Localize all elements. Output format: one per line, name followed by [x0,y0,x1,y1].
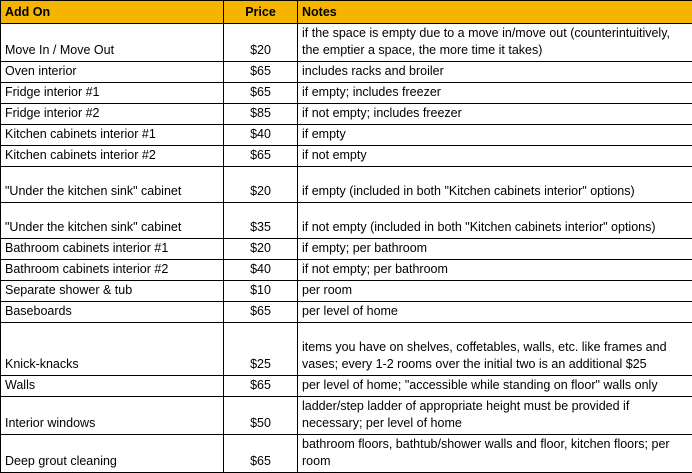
add-on-cell: Walls [1,376,224,397]
price-cell: $35 [224,203,298,239]
table-row [1,203,692,239]
table-row [1,397,692,435]
price-cell: $20 [224,239,298,260]
price-cell: $65 [224,435,298,473]
notes-cell: if empty; includes freezer [298,83,692,104]
column-header-notes: Notes [298,1,692,24]
price-cell: $40 [224,260,298,281]
notes-cell: items you have on shelves, coffetables, walls, etc. like frames and vases; every 1-2 rooms over the initial two is an additional $25 [298,323,692,376]
table-row [1,281,692,302]
price-cell: $85 [224,104,298,125]
add-on-cell: Separate shower & tub [1,281,224,302]
notes-cell: if not empty [298,146,692,167]
table-row [1,260,692,281]
add-on-cell: Bathroom cabinets interior #1 [1,239,224,260]
price-cell: $10 [224,281,298,302]
notes-cell: per level of home [298,302,692,323]
add-on-cell: Move In / Move Out [1,24,224,62]
table-row [1,376,692,397]
add-on-cell: Interior windows [1,397,224,435]
add-on-cell: "Under the kitchen sink" cabinet [1,203,224,239]
add-on-cell: Bathroom cabinets interior #2 [1,260,224,281]
header-row [1,1,692,24]
notes-cell: per room [298,281,692,302]
notes-cell: if empty (included in both "Kitchen cabinets interior" options) [298,167,692,203]
table-row [1,167,692,203]
notes-cell: includes racks and broiler [298,62,692,83]
price-cell: $65 [224,62,298,83]
table-row [1,24,692,62]
price-cell: $20 [224,167,298,203]
table-row [1,125,692,146]
table-row [1,302,692,323]
notes-cell: if not empty (included in both "Kitchen cabinets interior" options) [298,203,692,239]
table-row [1,104,692,125]
price-cell: $20 [224,24,298,62]
column-header-price: Price [224,1,298,24]
price-cell: $65 [224,302,298,323]
table-row [1,435,692,473]
add-on-cell: Kitchen cabinets interior #1 [1,125,224,146]
table-row [1,62,692,83]
notes-cell: if the space is empty due to a move in/move out (counterintuitively, the emptier a space, the more time it takes) [298,24,692,62]
notes-cell: if not empty; includes freezer [298,104,692,125]
notes-cell: bathroom floors, bathtub/shower walls and floor, kitchen floors; per room [298,435,692,473]
price-cell: $25 [224,323,298,376]
add-on-cell: Deep grout cleaning [1,435,224,473]
table-row [1,83,692,104]
price-cell: $40 [224,125,298,146]
notes-cell: if not empty; per bathroom [298,260,692,281]
add-on-cell: "Under the kitchen sink" cabinet [1,167,224,203]
table-row [1,146,692,167]
add-on-cell: Kitchen cabinets interior #2 [1,146,224,167]
table-row [1,239,692,260]
notes-cell: if empty; per bathroom [298,239,692,260]
add-on-cell: Baseboards [1,302,224,323]
table-row [1,323,692,376]
add-on-cell: Fridge interior #1 [1,83,224,104]
price-cell: $65 [224,146,298,167]
price-cell: $50 [224,397,298,435]
notes-cell: per level of home; "accessible while standing on floor" walls only [298,376,692,397]
add-on-cell: Knick-knacks [1,323,224,376]
price-cell: $65 [224,83,298,104]
notes-cell: ladder/step ladder of appropriate height must be provided if necessary; per level of home [298,397,692,435]
price-cell: $65 [224,376,298,397]
add-on-cell: Oven interior [1,62,224,83]
column-header-add-on: Add On [1,1,224,24]
notes-cell: if empty [298,125,692,146]
add-on-cell: Fridge interior #2 [1,104,224,125]
